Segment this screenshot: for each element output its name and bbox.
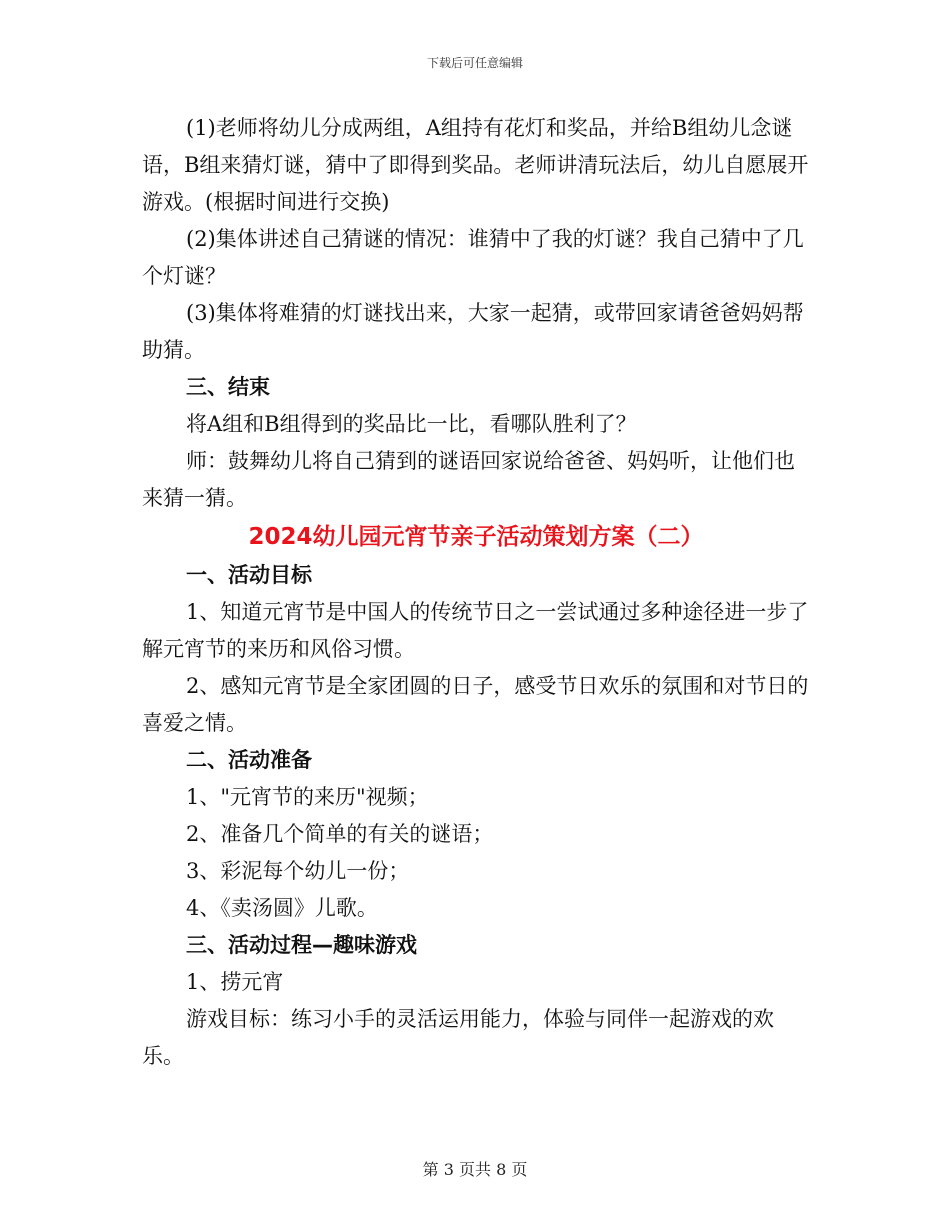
section-heading: 三、结束 xyxy=(186,375,270,399)
paragraph: 游戏目标：练习小手的灵活运用能力，体验与同伴一起游戏的欢乐。 xyxy=(142,1007,774,1068)
paragraph: 2、感知元宵节是全家团圆的日子，感受节日欢乐的氛围和对节日的喜爱之情。 xyxy=(142,674,809,735)
paragraph: 将A组和B组得到的奖品比一比，看哪队胜利了？ xyxy=(186,412,637,436)
section-heading: 三、活动过程—趣味游戏 xyxy=(186,933,417,957)
page-header: 下载后可任意编辑 xyxy=(426,56,523,70)
paragraph: (3)集体将难猜的灯谜找出来，大家一起猜，或带回家请爸爸妈妈帮助猜。 xyxy=(142,301,804,362)
document-body xyxy=(142,110,810,1075)
section-heading: 一、活动目标 xyxy=(186,563,312,587)
page-number: 第 3 页共 8 页 xyxy=(422,1160,528,1179)
paragraph: (2)集体讲述自己猜谜的情况：谁猜中了我的灯谜？我自己猜中了几个灯谜？ xyxy=(142,227,804,288)
paragraph: 1、知道元宵节是中国人的传统节日之一尝试通过多种途径进一步了解元宵节的来历和风俗习惯。 xyxy=(142,600,809,661)
list-item: 1、"元宵节的来历"视频； xyxy=(186,785,429,809)
paragraph: 师：鼓舞幼儿将自己猜到的谜语回家说给爸爸、妈妈听，让他们也来猜一猜。 xyxy=(142,449,795,510)
paragraph: (1)老师将幼儿分成两组，A组持有花灯和奖品，并给B组幼儿念谜语，B组来猜灯谜，猜中了即得到奖品。老师讲清玩法后，幼儿自愿展开游戏。(根据时间进行交换) xyxy=(142,116,809,214)
list-item: 3、彩泥每个幼儿一份； xyxy=(186,859,410,883)
list-item: 4、《卖汤圆》儿歌。 xyxy=(186,896,378,920)
list-item: 2、准备几个简单的有关的谜语； xyxy=(186,822,494,846)
document-title: 2024幼儿园元宵节亲子活动策划方案（二） xyxy=(248,524,704,550)
section-heading: 二、活动准备 xyxy=(186,748,312,772)
paragraph: 1、捞元宵 xyxy=(186,970,284,994)
